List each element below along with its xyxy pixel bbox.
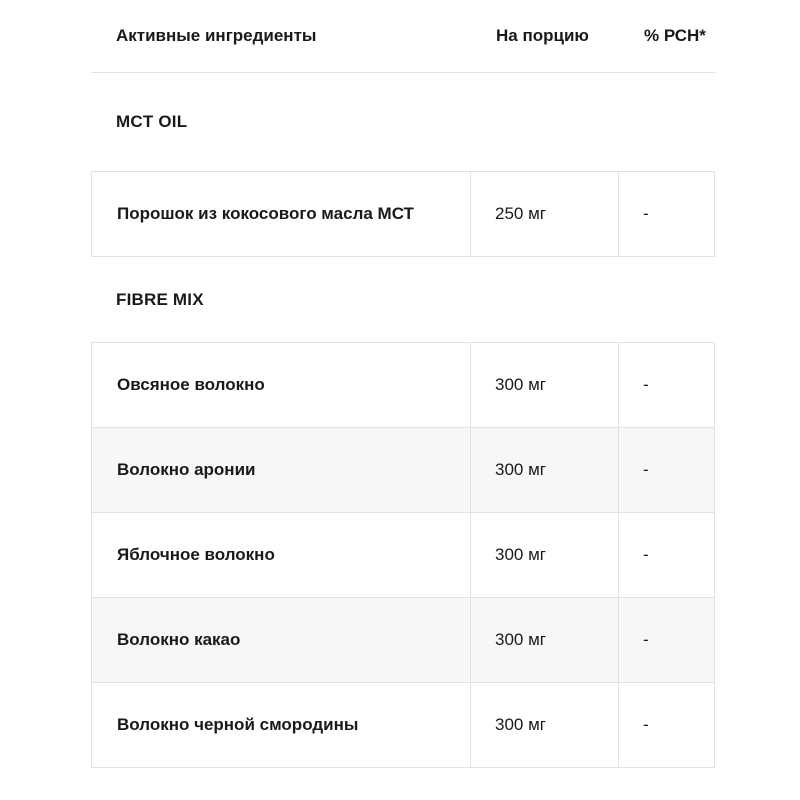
ingredient-rda: -	[643, 545, 649, 564]
ingredient-name: Волокно какао	[92, 598, 471, 682]
ingredient-name: Волокно аронии	[92, 428, 471, 512]
table-row	[92, 172, 714, 257]
ingredient-rda: -	[643, 460, 649, 479]
header-ingredients: Активные ингредиенты	[116, 26, 317, 45]
table-row	[92, 683, 714, 768]
table-row	[92, 428, 714, 513]
ingredient-rda: -	[643, 204, 649, 223]
section-title-fibre-mix: FIBRE MIX	[116, 289, 204, 309]
section-table-fibre-mix	[91, 342, 715, 768]
section-title-mct-oil: MCT OIL	[116, 112, 188, 131]
ingredient-amount: 250 мг	[471, 172, 619, 256]
ingredient-name: Овсяное волокно	[92, 343, 471, 427]
table-row	[92, 513, 714, 598]
ingredient-name: Яблочное волокно	[92, 513, 471, 597]
header-rda: % РСН*	[644, 26, 706, 45]
table-row	[92, 343, 714, 428]
table-header	[91, 0, 715, 73]
ingredient-name: Волокно черной смородины	[92, 683, 471, 767]
ingredient-amount: 300 мг	[471, 343, 619, 427]
section-table-mct-oil	[91, 171, 715, 257]
ingredient-amount: 300 мг	[471, 513, 619, 597]
ingredient-name: Порошок из кокосового масла МСТ	[92, 172, 471, 256]
ingredient-rda: -	[643, 375, 649, 394]
ingredient-amount: 300 мг	[471, 598, 619, 682]
ingredient-rda: -	[643, 715, 649, 734]
ingredient-amount: 300 мг	[471, 683, 619, 767]
ingredients-table	[91, 0, 715, 768]
ingredient-rda: -	[643, 630, 649, 649]
header-per-serving: На порцию	[496, 26, 589, 45]
table-row	[92, 598, 714, 683]
ingredient-amount: 300 мг	[471, 428, 619, 512]
